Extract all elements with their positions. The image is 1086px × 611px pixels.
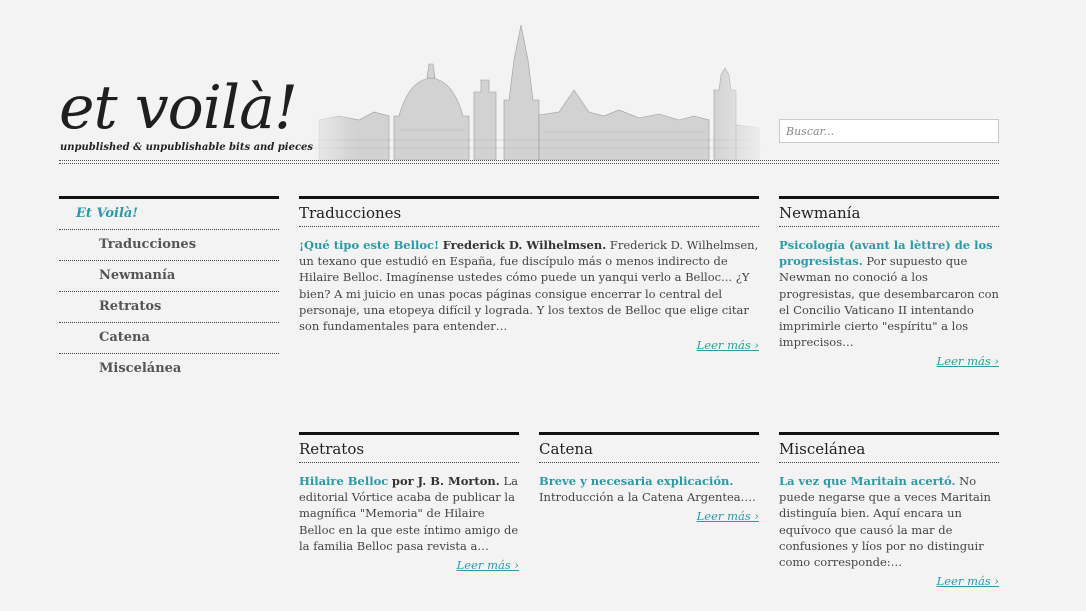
card-title[interactable]: Traducciones — [299, 199, 759, 227]
site-tagline: unpublished & unpublishable bits and pieces — [60, 142, 314, 153]
card-title[interactable]: Newmanía — [779, 199, 999, 227]
card-title[interactable]: Retratos — [299, 435, 519, 463]
post-excerpt-text: Por supuesto que Newman no conoció a los progresistas, que desembarcaron con el Concilio Vaticano II intentando imprimirle cierto "espíritu" a los imprecisos… — [779, 254, 999, 350]
nav-item-et-voila[interactable]: Et Voilà! — [59, 199, 279, 230]
card-title[interactable]: Miscelánea — [779, 435, 999, 463]
site-title[interactable]: et voilà! — [59, 73, 297, 143]
read-more-link[interactable]: Leer más › — [456, 558, 519, 573]
skyline-illustration — [299, 20, 769, 160]
card-newmania — [779, 196, 999, 368]
post-headline-link[interactable]: La vez que Maritain acertó. — [779, 474, 956, 488]
nav-item-newmania[interactable]: Newmanía — [59, 261, 279, 292]
post-byline: por J. B. Morton. — [391, 474, 500, 488]
search-input[interactable] — [779, 119, 999, 143]
card-excerpt — [299, 237, 759, 334]
card-excerpt — [299, 473, 519, 554]
post-excerpt-text: No puede negarse que a veces Maritain distinguía bien. Aquí encara un equívoco que causó la mar de confusiones y líos por no distinguir como corresponde:… — [779, 474, 991, 570]
sidebar-nav — [59, 196, 279, 384]
card-excerpt — [779, 473, 999, 570]
post-headline-link[interactable]: Psicología (avant la lèttre) de los progresistas. — [779, 238, 993, 269]
post-byline: Frederick D. Wilhelmsen. — [442, 238, 607, 252]
nav-item-miscelanea[interactable]: Miscelánea — [99, 361, 182, 376]
post-headline-link[interactable]: Hilaire Belloc — [299, 474, 389, 488]
post-headline-link[interactable]: Breve y necesaria explicación. — [539, 474, 734, 488]
read-more-link[interactable]: Leer más › — [696, 338, 759, 353]
post-headline-link[interactable]: ¡Qué tipo este Belloc! — [299, 238, 440, 252]
nav-item-traducciones[interactable]: Traducciones — [59, 230, 279, 261]
nav-item-catena[interactable]: Catena — [59, 323, 279, 354]
read-more-link[interactable]: Leer más › — [936, 574, 999, 589]
card-title[interactable]: Catena — [539, 435, 759, 463]
read-more-link[interactable]: Leer más › — [936, 354, 999, 369]
post-excerpt-text: Introducción a la Catena Argentea.… — [539, 490, 756, 505]
read-more-link[interactable]: Leer más › — [696, 509, 759, 524]
post-excerpt-text: Frederick D. Wilhelmsen, un texano que estudió en España, fue discípulo más o menos indirecto de Hilaire Belloc. Imagínense ustedes cómo puede un yanqui verlo a Belloc... ¿Y bien? A mi juicio en unas pocas páginas consigue encerrar lo central del personaje, una etopeya difícil y lograda. Y los textos de Belloc que elige citar son fundamentales para entender… — [299, 238, 759, 334]
card-retratos — [299, 432, 519, 572]
card-excerpt — [539, 473, 759, 505]
nav-item-retratos[interactable]: Retratos — [59, 292, 279, 323]
card-excerpt — [779, 237, 999, 350]
header-divider — [59, 160, 999, 161]
card-miscelanea — [779, 432, 999, 588]
card-traducciones — [299, 196, 759, 352]
post-excerpt-text: La editorial Vórtice acaba de publicar la magnífica "Memoria" de Hilaire Belloc en la que este íntimo amigo de la familia Belloc pasa revista a… — [299, 474, 519, 553]
site-header — [59, 20, 999, 168]
header-divider-secondary — [59, 163, 999, 164]
card-catena — [539, 432, 759, 523]
